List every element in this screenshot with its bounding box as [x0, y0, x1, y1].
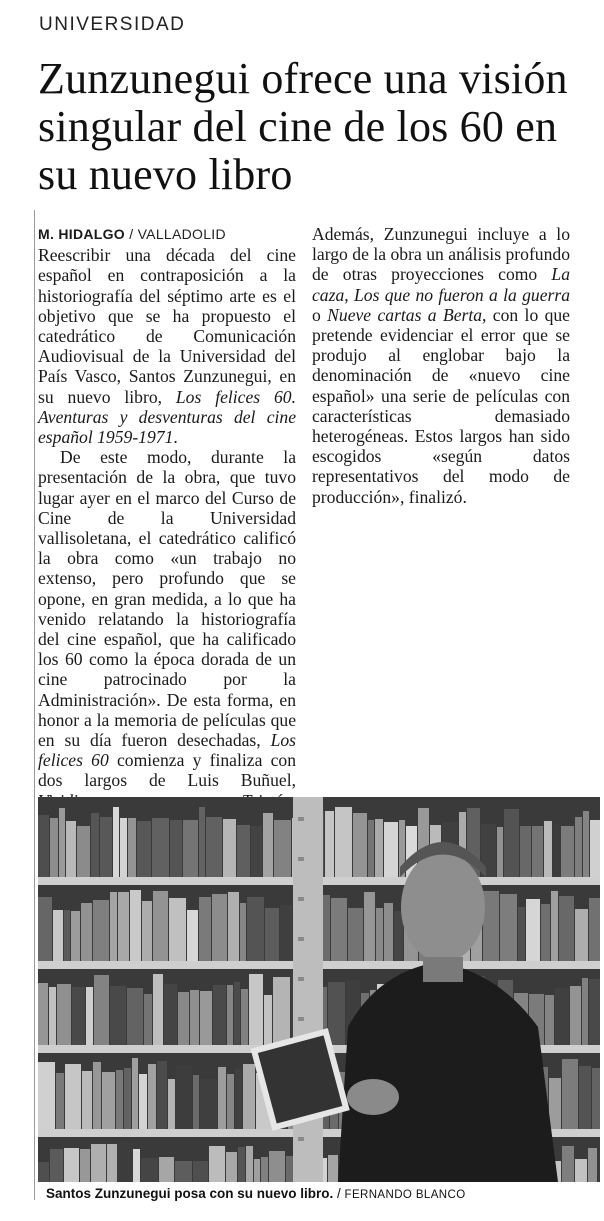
italic-title: Los felices 60: [38, 730, 296, 771]
column-rule: [34, 210, 35, 1200]
italic-title: Los que no fueron a la guerra: [353, 284, 571, 305]
section-label: UNIVERSIDAD: [39, 14, 186, 35]
paragraph-1: [38, 245, 296, 447]
headline: Zunzunegui ofrece una visión singular del cine de los 60 en su nuevo libro: [38, 54, 568, 199]
text-run: De este modo, durante la presentación de la obra, que tuvo lugar ayer en el marco del Curso de Cine de la Universidad vallisoletana, el catedrático calificó la obra como «un trabajo no extenso, pero profundo que se opone, en gran medida, a lo que ha venido relatando la historiografía del cine español, que ha calificado los 60 como la época dorada de un cine patrocinado por la Administración». De esta forma, en honor a la memoria de películas que en su día fueron desechadas,: [38, 447, 296, 751]
photo-caption: [46, 1186, 600, 1201]
byline-separator: /: [125, 226, 138, 242]
byline: [38, 224, 296, 244]
article-body-left: [38, 224, 296, 872]
text-run: ,: [344, 284, 354, 305]
text-run: comienza y finaliza con dos largos de Luis Buñuel,: [38, 750, 296, 791]
article-body-right: [312, 224, 570, 507]
text-run: , con lo que pretende evidenciar el error que se produjo al englobar bajo la denominación de «nuevo cine español» una serie de películas con características demasiado heterogéneas. Estos largos han sido escogidos «según datos representativos del modo de producción», finalizó.: [312, 304, 570, 507]
text-run: .: [173, 427, 178, 448]
paragraph-3: [312, 224, 570, 507]
bookshelf-illustration: [38, 797, 600, 1182]
byline-author: M. HIDALGO: [38, 226, 125, 242]
portrait-photo-icon: [38, 797, 600, 1182]
italic-title: Los felices 60. Aventuras y desventuras del cine español 1959-1971: [38, 386, 296, 448]
caption-separator: /: [333, 1186, 345, 1201]
italic-title: La caza: [312, 264, 570, 305]
text-run: Además, Zunzunegui incluye a lo largo de la obra un análisis profundo de otras proyecciones como: [312, 224, 570, 285]
byline-location: VALLADOLID: [137, 226, 226, 242]
italic-title: Nueve cartas a Berta: [327, 304, 483, 325]
photo-credit: FERNANDO BLANCO: [344, 1189, 466, 1201]
caption-text: Santos Zunzunegui posa con su nuevo libro.: [46, 1186, 334, 1201]
text-run: Reescribir una década del cine español en contraposición a la historiografía del séptimo arte es el objetivo que se ha propuesto el catedrático de Comunicación Audiovisual de la Universidad del País Vasco, Santos Zunzunegui, en su nuevo libro,: [38, 245, 296, 407]
text-run: o: [312, 304, 328, 325]
